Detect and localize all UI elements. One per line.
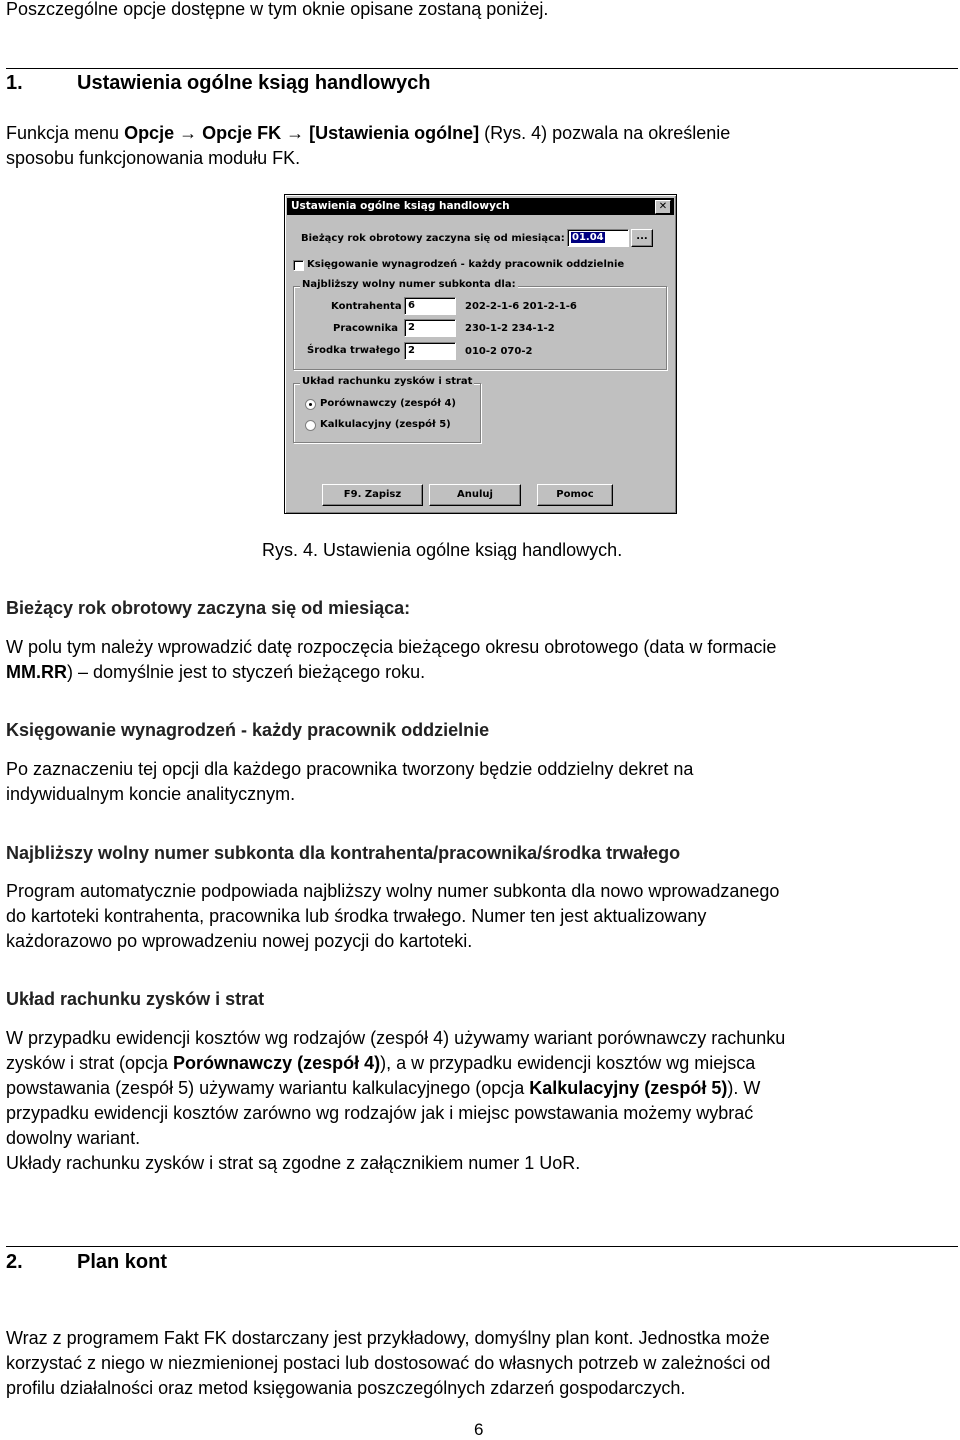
payroll-checkbox-label: Księgowanie wynagrodzeń - każdy pracownik oddzielnie	[307, 259, 625, 270]
section-1-description: Funkcja menu Opcje → Opcje FK → [Ustawienia ogólne] (Rys. 4) pozwala na określenie	[6, 123, 731, 143]
row-info: 010-2 070-2	[465, 346, 533, 357]
cancel-button[interactable]: Anuluj	[429, 484, 521, 506]
layout-group	[293, 376, 481, 443]
fiscal-year-label: Bieżący rok obrotowy zaczyna się od miesiąca:	[301, 233, 565, 244]
paragraph: przypadku ewidencji kosztów zarówno wg rodzajów jak i miejsc powstawania możemy wybrać	[6, 1103, 754, 1123]
paragraph: Po zaznaczeniu tej opcji dla każdego pracownika tworzony będzie oddzielny dekret na	[6, 759, 694, 779]
section-number: 1.	[6, 72, 23, 94]
paragraph: profilu działalności oraz metod księgowania poszczególnych zdarzeń gospodarczych.	[6, 1378, 686, 1398]
radio-comparative-label: Porównawczy (zespół 4)	[320, 398, 456, 409]
dialog-title: Ustawienia ogólne ksiąg handlowych	[291, 200, 510, 212]
row-label: Pracownika	[333, 323, 398, 334]
paragraph: zysków i strat (opcja Porównawczy (zespół 4)), a w przypadku ewidencji kosztów wg miejsca	[6, 1053, 756, 1073]
paragraph: Wraz z programem Fakt FK dostarczany jest przykładowy, domyślny plan kont. Jednostka może	[6, 1328, 770, 1348]
section-1-heading	[6, 72, 430, 95]
paragraph: Program automatycznie podpowiada najbliższy wolny numer subkonta dla nowo wprowadzanego	[6, 881, 780, 901]
heading-layout: Układ rachunku zysków i strat	[6, 989, 265, 1009]
help-button[interactable]: Pomoc	[537, 484, 613, 506]
settings-dialog	[284, 194, 677, 514]
intro-text: Poszczególne opcje dostępne w tym oknie opisane zostaną poniżej.	[6, 0, 549, 19]
paragraph: W polu tym należy wprowadzić datę rozpoczęcia bieżącego okresu obrotowego (data w formacie	[6, 637, 777, 657]
paragraph: Układy rachunku zysków i strat są zgodne z załącznikiem numer 1 UoR.	[6, 1153, 581, 1173]
section-title: Plan kont	[77, 1251, 168, 1273]
radio-comparative[interactable]	[305, 399, 316, 410]
close-icon[interactable]: ✕	[655, 200, 671, 214]
layout-group-title: Układ rachunku zysków i strat	[302, 376, 473, 387]
row-label: Kontrahenta	[331, 301, 402, 312]
figure-caption: Rys. 4. Ustawienia ogólne ksiąg handlowych.	[262, 540, 623, 560]
paragraph: W przypadku ewidencji kosztów wg rodzajów (zespół 4) używamy wariant porównawczy rachunku	[6, 1028, 786, 1048]
paragraph: korzystać z niego w niezmienionej postaci lub dostosować do własnych potrzeb w zależności od	[6, 1353, 771, 1373]
page-number: 6	[474, 1420, 484, 1439]
heading-subaccount: Najbliższy wolny numer subkonta dla kontrahenta/pracownika/środka trwałego	[6, 843, 681, 863]
radio-calculation-label: Kalkulacyjny (zespół 5)	[320, 419, 451, 430]
fixed-asset-number-input[interactable]: 2	[404, 342, 456, 360]
payroll-checkbox[interactable]	[293, 260, 304, 271]
contractor-number-input[interactable]: 6	[404, 297, 456, 315]
subaccount-group-title: Najbliższy wolny numer subkonta dla:	[302, 279, 516, 290]
dialog-title-bar	[287, 198, 674, 215]
section-number: 2.	[6, 1251, 23, 1273]
row-info: 230-1-2 234-1-2	[465, 323, 555, 334]
section-title: Ustawienia ogólne ksiąg handlowych	[77, 72, 431, 94]
browse-button[interactable]: ...	[631, 229, 653, 247]
save-button[interactable]: F9. Zapisz	[322, 484, 423, 506]
section-1-description-line2: sposobu funkcjonowania modułu FK.	[6, 148, 301, 168]
row-info: 202-2-1-6 201-2-1-6	[465, 301, 577, 312]
heading-fiscal-year: Bieżący rok obrotowy zaczyna się od miesiąca:	[6, 598, 411, 618]
paragraph: każdorazowo po wprowadzeniu nowej pozycji do kartoteki.	[6, 931, 473, 951]
paragraph: dowolny wariant.	[6, 1128, 141, 1148]
paragraph: powstawania (zespół 5) używamy wariantu kalkulacyjnego (opcja Kalkulacyjny (zespół 5)). W	[6, 1078, 761, 1098]
section-divider	[6, 1246, 958, 1247]
radio-calculation[interactable]	[305, 420, 316, 431]
paragraph: indywidualnym koncie analitycznym.	[6, 784, 296, 804]
row-label: Środka trwałego	[307, 345, 401, 356]
employee-number-input[interactable]: 2	[404, 319, 456, 337]
paragraph: MM.RR) – domyślnie jest to styczeń bieżącego roku.	[6, 662, 426, 682]
paragraph: do kartoteki kontrahenta, pracownika lub środka trwałego. Numer ten jest aktualizowany	[6, 906, 707, 926]
fiscal-year-input[interactable]: 01.04	[567, 229, 629, 247]
heading-payroll: Księgowanie wynagrodzeń - każdy pracownik oddzielnie	[6, 720, 490, 740]
section-2-heading	[6, 1251, 167, 1274]
section-divider	[6, 68, 958, 69]
